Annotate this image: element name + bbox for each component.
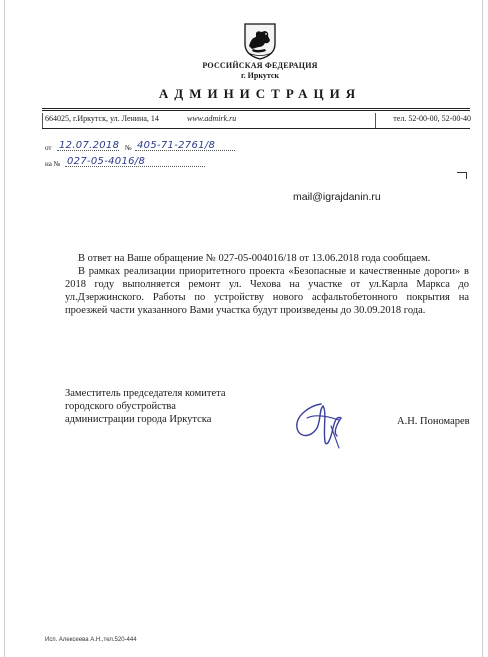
scan-border-right bbox=[482, 0, 483, 657]
signatory-position bbox=[65, 387, 265, 426]
signatory-name: А.Н. Пономарев bbox=[397, 416, 470, 427]
address-corner-mark bbox=[457, 172, 467, 179]
website-text: www.admirk.ru bbox=[187, 114, 237, 123]
outgoing-reference bbox=[45, 140, 245, 154]
letter-body bbox=[65, 252, 469, 317]
contacts-separator bbox=[42, 113, 43, 128]
contacts-separator bbox=[375, 113, 376, 128]
number-label: № bbox=[125, 144, 132, 152]
executor-note: Исп. Алексеева А.Н.,тел.520-444 bbox=[45, 637, 137, 643]
position-line: городского обустройства bbox=[65, 401, 176, 412]
scan-border-left bbox=[4, 0, 5, 657]
organization-title: АДМИНИСТРАЦИЯ bbox=[158, 86, 362, 101]
city-name: г. Иркутск bbox=[240, 71, 280, 80]
body-paragraph: В ответ на Ваше обращение № 027-05-004016/18 от 13.06.2018 года сообщаем. bbox=[78, 253, 431, 264]
country-name: РОССИЙСКАЯ ФЕДЕРАЦИЯ bbox=[202, 61, 318, 70]
position-line: Заместитель председателя комитета bbox=[65, 388, 226, 399]
address-text: 664025, г.Иркутск, ул. Ленина, 14 bbox=[45, 114, 159, 123]
position-line: администрации города Иркутска bbox=[65, 414, 212, 425]
handwritten-signature bbox=[287, 398, 349, 452]
header-divider bbox=[42, 108, 470, 111]
reply-number: 027-05-4016/8 bbox=[67, 156, 146, 167]
contacts-divider bbox=[42, 128, 470, 129]
coat-of-arms-icon bbox=[243, 22, 277, 60]
reply-label: на № bbox=[45, 160, 61, 168]
from-label: от bbox=[45, 144, 52, 152]
contacts-bar bbox=[45, 114, 471, 128]
incoming-reference bbox=[45, 156, 205, 170]
outgoing-number: 405-71-2761/8 bbox=[137, 140, 216, 151]
phone-text: тел. 52-00-00, 52-00-40 bbox=[393, 114, 471, 123]
recipient-email: mail@igrajdanin.ru bbox=[293, 191, 381, 203]
outgoing-date: 12.07.2018 bbox=[59, 140, 120, 151]
body-paragraph: В рамках реализации приоритетного проекта «Безопасные и качественные дороги» в 2018 году выполняется ремонт ул. Чехова на участке от ул.Карла Маркса до ул.Дзержинского. Работы по устройству нового асфальтобетонного покрытия на проезжей части указанного Вами участка будут произведены до 30.09.2018 года. bbox=[65, 266, 469, 316]
